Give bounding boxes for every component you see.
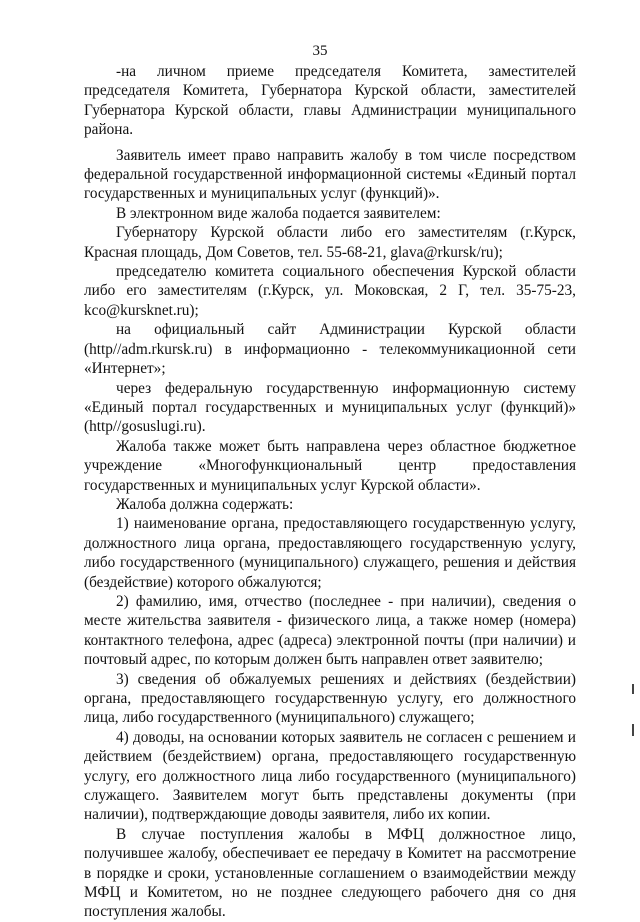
list-item-3: 3) сведения об обжалуемых решениях и действиях (бездействии) органа, предоставляющего государственную услугу, его должностного лица, либо государственного (муниципального) служащего; xyxy=(84,670,576,727)
scan-edge-mark xyxy=(632,684,634,694)
document-body xyxy=(84,62,576,922)
list-item-1: 1) наименование органа, предоставляющего государственную услугу, должностного лица органа, предоставляющего государственную услугу, либо государственного (муниципального) служащего, решения и действия (бездействие) которого обжалуются; xyxy=(84,515,576,591)
paragraph-governor: Губернатору Курской области либо его заместителям (г.Курск, Красная площадь, Дом Советов, тел. 55-68-21, glava@rkursk/ru); xyxy=(84,224,576,261)
page-number: 35 xyxy=(312,43,328,59)
paragraph-mfc: Жалоба также может быть направлена через областное бюджетное учреждение «Многофункциональный центр предоставления государственных и муниципальных услуг Курской области». xyxy=(84,437,576,494)
list-item-2: 2) фамилию, имя, отчество (последнее - при наличии), сведения о месте жительства заявителя - физического лица, а также номер (номера) контактного телефона, адрес (адреса) электронной почты (при наличии) и почтовый адрес, по которым должен быть направлен ответ заявителю; xyxy=(84,592,576,669)
list-item-4: 4) доводы, на основании которых заявитель не согласен с решением и действием (бездействием) органа, предоставляющего государственную услугу, его должностного лица либо государственного (муниципального) служащего. Заявителем могут быть представлены документы (при наличии), подтверждающие доводы заявителя, либо их копии. xyxy=(84,728,576,824)
paragraph-federal-portal-right: Заявитель имеет право направить жалобу в том числе посредством федеральной государственной информационной системы «Единый портал государственных и муниципальных услуг (функций)». xyxy=(84,146,576,203)
paragraph-committee-chair: председателю комитета социального обеспечения Курской области либо его заместителям (г.Курск, ул. Моковская, 2 Г, тел. 35-75-23, kco@kursknet.ru); xyxy=(84,263,576,319)
scan-edge-mark xyxy=(632,724,634,736)
paragraph-official-site: на официальный сайт Администрации Курской области (http//adm.rkursk.ru) в информационно - телекоммуникационной сети «Интернет»; xyxy=(84,321,576,378)
paragraph-electronic-intro: В электронном виде жалоба подается заявителем: xyxy=(116,204,441,222)
paragraph-gosuslugi: через федеральную государственную информационную систему «Единый портал государственных и муниципальных услуг (функций)» (http//gosuslugi.ru). xyxy=(84,379,576,436)
paragraph-mfc-transfer: В случае поступления жалобы в МФЦ должностное лицо, получившее жалобу, обеспечивает ее передачу в Комитет на рассмотрение в порядке и сроки, установленные соглашением о взаимодействии между МФЦ и Комитетом, но не позднее следующего рабочего дня со дня поступления жалобы. xyxy=(84,825,576,921)
paragraph-personal-reception: -на личном приеме председателя Комитета, заместителей председателя Комитета, Губернатора Курской области, заместителей Губернатора Курской области, главы Администрации муниципального района. xyxy=(84,63,576,139)
paragraph-complaint-contents: Жалоба должна содержать: xyxy=(116,495,294,513)
